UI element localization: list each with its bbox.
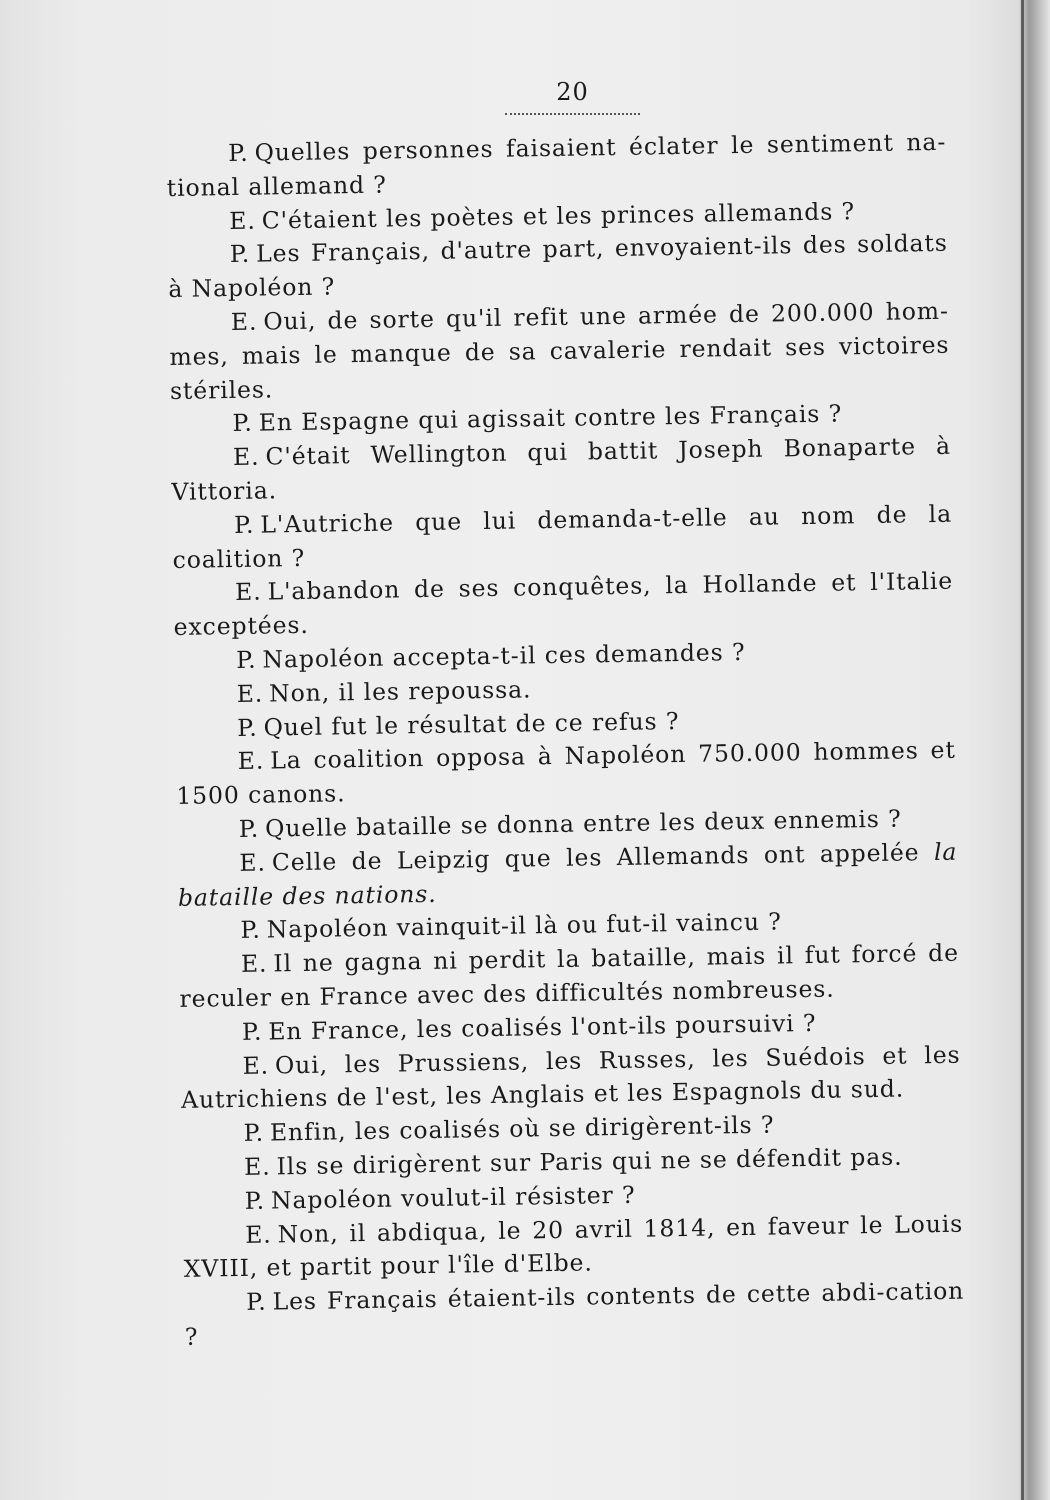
dialogue-line: [179, 937, 960, 1017]
page-number: 20: [556, 78, 589, 106]
speaker-label: P.: [235, 645, 257, 674]
dialogue-line: [172, 497, 953, 577]
dialogue-text: [166, 126, 965, 1355]
dialogue-text-segment: En France, les coalisés l'ont-ils poursuivi ?: [268, 1008, 817, 1046]
dialogue-text-segment: Enfin, les coalisés où se dirigèrent-ils ?: [269, 1110, 775, 1147]
speaker-label: E.: [232, 442, 260, 472]
dialogue-text-segment: Quelle bataille se donna entre les deux ennemis ?: [264, 804, 902, 843]
dialogue-text-segment: Napoléon voulut-il résister ?: [270, 1180, 636, 1215]
speaker-label: P.: [237, 713, 258, 742]
italic-phrase: la bataille des nations.: [177, 837, 958, 912]
dialogue-text-segment: Napoléon accepta-t-il ces demandes ?: [262, 637, 746, 674]
speaker-label: P.: [243, 1118, 265, 1148]
dialogue-text-segment: Napoléon vainquit-il là ou fut-il vaincu ?: [266, 907, 782, 944]
dialogue-text-segment: Quelles personnes faisaient éclater le sentiment na-tional allemand ?: [166, 127, 947, 202]
dialogue-text-segment: Quel fut le résultat de ce refus ?: [263, 706, 680, 742]
dialogue-text-segment: L'abandon de ses conquêtes, la Hollande et l'Italie exceptées.: [173, 567, 954, 642]
binding-edge: [1021, 0, 1024, 1500]
dialogue-text-segment: Non, il les repoussa.: [268, 675, 532, 708]
dialogue-text-segment: En Espagne qui agissait contre les Français ?: [258, 399, 843, 437]
dialogue-text-segment: La coalition opposa à Napoléon 750.000 hommes et 1500 canons.: [176, 736, 956, 811]
dialogue-text-segment: Non, il abdiqua, le 20 avril 1814, en faveur le Louis XVIII, et partit pour l'île d'Elbe.: [183, 1209, 964, 1284]
dialogue-line: [171, 430, 952, 510]
dialogue-line: [176, 734, 957, 814]
speaker-label: P.: [228, 138, 249, 168]
dialogue-text-segment: Oui, de sorte qu'il refit une armée de 200.000 hom-mes, mais le manque de sa cavalerie rendait ses victoires stériles.: [169, 296, 950, 405]
speaker-label: P.: [229, 240, 251, 269]
speaker-label: E.: [237, 746, 265, 776]
speaker-label: E.: [236, 679, 264, 708]
dialogue-line: [173, 565, 954, 645]
dialogue-line: [177, 835, 958, 915]
dialogue-text-segment: Oui, les Prussiens, les Russes, les Suédois et les Autrichiens de l'est, les Anglais et les Espagnols du sud.: [180, 1040, 961, 1115]
dialogue-text-segment: Il ne gagna ni perdit la bataille, mais il fut forcé de reculer en France avec des difficultés nombreuses.: [179, 938, 960, 1013]
page-number-rule: [505, 113, 640, 115]
speaker-label: E.: [245, 1219, 272, 1249]
dialogue-text-segment: C'étaient les poètes et les princes allemands ?: [261, 196, 856, 235]
speaker-label: E.: [240, 949, 268, 979]
dialogue-text-segment: C'était Wellington qui battit Joseph Bonaparte à Vittoria.: [171, 431, 952, 506]
speaker-label: E.: [243, 1152, 271, 1181]
dialogue-line: [180, 1038, 961, 1118]
dialogue-text-segment: Ils se dirigèrent sur Paris qui ne se défendit pas.: [276, 1142, 903, 1181]
speaker-label: P.: [244, 1186, 266, 1215]
speaker-label: E.: [229, 206, 256, 235]
speaker-label: E.: [239, 848, 267, 877]
speaker-label: E.: [234, 577, 262, 607]
dialogue-line: [166, 126, 947, 206]
dialogue-line: [168, 227, 949, 307]
speaker-label: P.: [238, 814, 260, 843]
speaker-label: P.: [241, 1017, 263, 1046]
speaker-label: P.: [233, 510, 255, 539]
dialogue-text-segment: Les Français, d'autre part, envoyaient-ils des soldats à Napoléon ?: [168, 229, 948, 304]
speaker-label: P.: [232, 409, 254, 438]
dialogue-line: [183, 1207, 964, 1287]
dialogue-line: [169, 295, 950, 409]
dialogue-text-segment: Celle de Leipzig que les Allemands ont appelée: [271, 837, 920, 877]
speaker-label: E.: [242, 1051, 270, 1080]
dialogue-line: [184, 1275, 965, 1355]
dialogue-text-segment: L'Autriche que lui demanda-t-elle au nom de la coalition ?: [172, 499, 953, 574]
dialogue-text-segment: Les Français étaient-ils contents de cette abdi-cation ?: [184, 1276, 965, 1351]
speaker-label: E.: [230, 307, 258, 336]
speaker-label: P.: [246, 1287, 267, 1316]
speaker-label: P.: [240, 915, 261, 945]
